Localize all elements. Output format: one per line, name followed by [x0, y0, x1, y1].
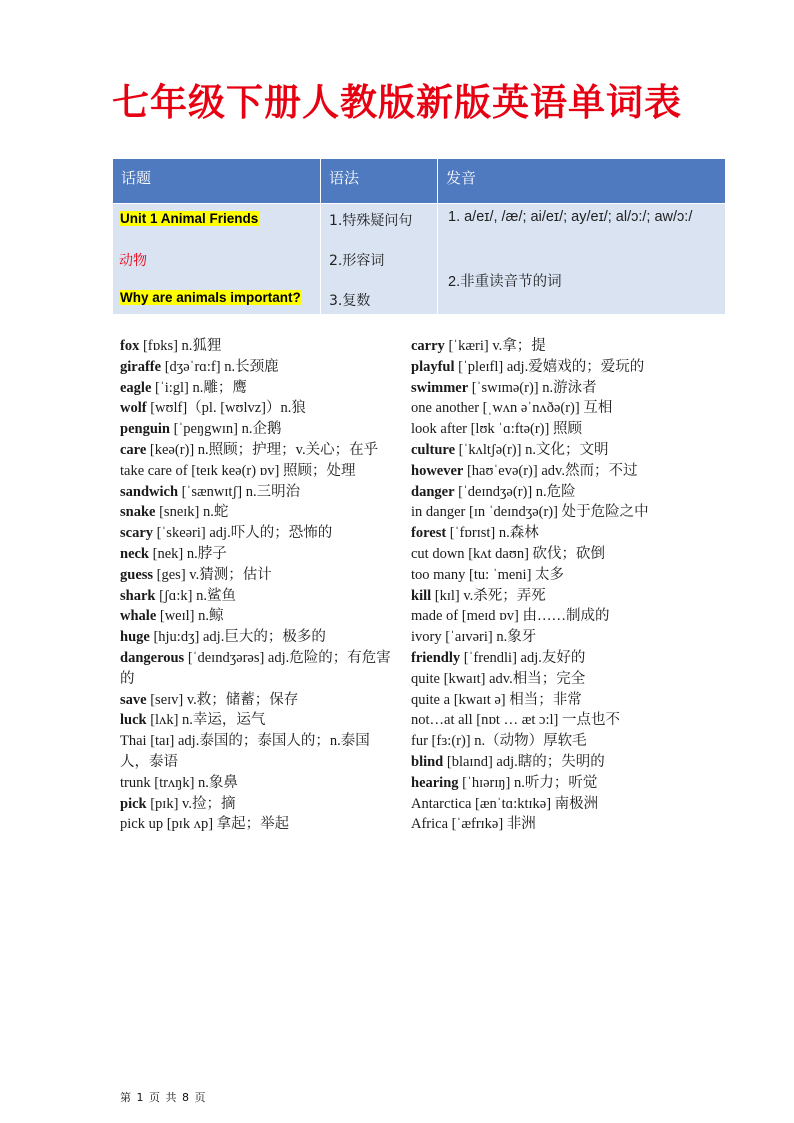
vocab-definition: [ɪn ˈdeɪndʒə(r)] 处于危险之中 [465, 504, 649, 521]
vocab-word: save [120, 691, 147, 708]
vocab-word: pick up [120, 816, 164, 833]
vocab-word: pick [120, 795, 147, 812]
vocab-entry [411, 794, 701, 815]
unit-overview-table [112, 158, 726, 315]
vocab-word: quite a [411, 691, 451, 708]
vocab-word: one another [411, 400, 480, 417]
vocab-entry [120, 440, 395, 461]
vocab-entry [411, 752, 701, 773]
pronunciation-cell [438, 204, 726, 315]
grammar-item: 2.形容词 [329, 253, 385, 269]
vocab-definition: [wʊlf]（pl. [wʊlvz]）n.狼 [146, 400, 306, 417]
vocab-word: sandwich [120, 483, 179, 500]
vocab-definition: [nɒt … æt ɔ:l] 一点也不 [472, 712, 620, 729]
vocab-definition: [ˈhɪərɪŋ] n.听力；听觉 [458, 774, 598, 791]
vocab-definition: [kɪl] v.杀死；弄死 [431, 587, 546, 604]
vocab-definition: [ˈi:gl] n.雕；鹰 [151, 379, 247, 396]
vocab-entry [411, 461, 701, 482]
vocab-entry [120, 419, 395, 440]
vocab-entry [411, 523, 701, 544]
vocab-definition: [ˈaɪvəri] n.象牙 [441, 629, 537, 646]
vocab-definition: [teɪk keə(r) ɒv] 照顾；处理 [187, 462, 356, 479]
vocab-word: guess [120, 566, 154, 583]
vocab-entry [120, 482, 395, 503]
vocab-definition: [lʌk] n.幸运，运气 [146, 712, 266, 729]
header-topic: 话题 [113, 159, 321, 204]
vocab-entry [411, 773, 701, 794]
vocab-entry [411, 627, 701, 648]
vocab-definition: [ænˈtɑ:ktɪkə] 南极洲 [471, 795, 599, 812]
vocab-entry [120, 814, 395, 835]
vocab-entry [120, 502, 395, 523]
vocab-word: Antarctica [411, 795, 472, 812]
vocab-word: eagle [120, 379, 152, 396]
vocab-entry [120, 606, 395, 627]
vocab-word: whale [120, 608, 157, 625]
topic-chinese: 动物 [119, 253, 147, 269]
vocab-entry [120, 336, 395, 357]
header-pronunciation: 发音 [438, 159, 726, 204]
vocab-word: take care of [120, 462, 188, 479]
vocab-entry [411, 606, 701, 627]
vocab-entry [411, 419, 701, 440]
vocab-word: playful [411, 358, 455, 375]
table-header-row [113, 159, 726, 204]
vocab-definition: [tu: ˈmeni] 太多 [465, 566, 565, 583]
vocab-word: culture [411, 441, 456, 458]
vocab-definition: [ˈsænwɪtʃ] n.三明治 [178, 483, 301, 500]
vocab-definition: [kʌt daʊn] 砍伐；砍倒 [464, 545, 606, 562]
vocab-entry [120, 378, 395, 399]
grammar-item: 3.复数 [329, 293, 371, 309]
vocab-definition: [blaɪnd] adj.瞎的；失明的 [443, 753, 605, 770]
vocab-entry [411, 648, 701, 669]
vocab-word: ivory [411, 629, 442, 646]
vocab-word: shark [120, 587, 156, 604]
page-title: 七年级下册人教版新版英语单词表 [112, 81, 682, 124]
vocab-word: Africa [411, 816, 449, 833]
vocab-entry [120, 565, 395, 586]
vocab-entry [120, 731, 395, 773]
vocab-entry [120, 544, 395, 565]
vocab-entry [120, 794, 395, 815]
vocab-entry [411, 378, 701, 399]
vocab-word: huge [120, 629, 150, 646]
vocab-word: luck [120, 712, 147, 729]
vocab-word: snake [120, 504, 156, 521]
vocab-word: however [411, 462, 464, 479]
vocab-definition: [kwaɪt ə] 相当；非常 [450, 691, 582, 708]
vocab-definition: [lʊk ˈɑ:ftə(r)] 照顾 [466, 421, 582, 438]
table-body-row [113, 204, 726, 315]
vocab-word: forest [411, 525, 447, 542]
vocab-definition: [nek] n.脖子 [149, 545, 227, 562]
vocab-definition: [kwaɪt] adv.相当；完全 [440, 670, 586, 687]
vocab-definition: [seɪv] v.救；储蓄；保存 [146, 691, 299, 708]
vocab-word: wolf [120, 400, 147, 417]
vocab-definition: [ʃɑ:k] n.鲨鱼 [155, 587, 236, 604]
vocab-definition: [ˈfrendli] adj.友好的 [460, 649, 586, 666]
vocab-word: hearing [411, 774, 459, 791]
vocab-word: in danger [411, 504, 466, 521]
vocab-word: neck [120, 545, 149, 562]
vocab-entry [411, 544, 701, 565]
vocab-entry [411, 690, 701, 711]
vocab-entry [120, 710, 395, 731]
vocab-definition: [keə(r)] n.照顾；护理；v.关心；在乎 [146, 441, 379, 458]
topic-cell [113, 204, 321, 315]
unit-question: Why are animals important? [120, 290, 301, 305]
vocab-definition: [taɪ] adj.泰国的；泰国人的；n.泰国人，泰语 [120, 733, 370, 770]
vocab-word: not…at all [411, 712, 473, 729]
vocab-entry [120, 586, 395, 607]
vocab-entry [120, 357, 395, 378]
vocab-word: look after [411, 421, 467, 438]
page-footer: 第 1 页 共 8 页 [120, 1091, 207, 1104]
vocab-definition: [ˈdeɪndʒərəs] adj.危险的；有危害的 [120, 649, 391, 687]
vocab-entry [120, 773, 395, 794]
vocab-word: Thai [120, 733, 147, 750]
vocab-word: fox [120, 338, 140, 354]
vocab-entry [120, 648, 395, 690]
vocab-definition: [ˌwʌn əˈnʌðə(r)] 互相 [479, 400, 613, 417]
vocab-word: cut down [411, 545, 465, 562]
vocab-word: dangerous [120, 649, 185, 666]
vocab-word: fur [411, 733, 428, 750]
vocab-entry [411, 731, 701, 752]
vocab-entry [411, 814, 701, 835]
header-grammar: 语法 [321, 159, 438, 204]
vocab-definition: [hju:dʒ] adj.巨大的；极多的 [149, 629, 326, 646]
word-list-left [120, 336, 395, 835]
unit-title: Unit 1 Animal Friends [120, 211, 259, 226]
vocab-definition: [ˈswɪmə(r)] n.游泳者 [468, 379, 597, 396]
pronunciation-item: 2.非重读音节的词 [448, 274, 562, 290]
vocab-definition: [ˈæfrɪkə] 非洲 [448, 816, 536, 833]
vocab-definition: [ˈdeɪndʒə(r)] n.危险 [454, 483, 576, 500]
vocab-word: blind [411, 753, 444, 770]
vocab-word: too many [411, 566, 466, 583]
vocab-word: carry [411, 338, 445, 354]
vocab-definition: [ˈskeəri] adj.吓人的；恐怖的 [153, 525, 333, 542]
vocab-entry [120, 523, 395, 544]
vocab-definition: [trʌŋk] n.象鼻 [150, 774, 238, 791]
vocab-entry [411, 336, 701, 357]
vocab-entry [120, 461, 395, 482]
vocab-word: made of [411, 608, 459, 625]
vocab-word: friendly [411, 649, 461, 666]
vocab-word: penguin [120, 421, 170, 438]
vocab-definition: [meɪd ɒv] 由……制成的 [458, 608, 610, 625]
vocab-definition: [fɒks] n.狐狸 [139, 338, 222, 354]
vocab-entry [411, 586, 701, 607]
vocab-entry [411, 502, 701, 523]
vocab-entry [411, 398, 701, 419]
vocab-word: swimmer [411, 379, 469, 396]
vocab-entry [411, 710, 701, 731]
vocab-entry [411, 669, 701, 690]
vocab-word: scary [120, 525, 154, 542]
vocab-word: trunk [120, 774, 151, 791]
grammar-item: 1.特殊疑问句 [329, 213, 413, 229]
vocab-word: care [120, 441, 147, 458]
vocab-word: quite [411, 670, 440, 687]
vocab-entry [120, 690, 395, 711]
vocab-definition: [ˈpleɪfl] adj.爱嬉戏的；爱玩的 [454, 358, 645, 375]
vocab-definition: [fɜ:(r)] n.（动物）厚软毛 [427, 733, 587, 750]
vocab-definition: [haʊˈevə(r)] adv.然而；不过 [463, 462, 638, 479]
vocab-definition: [dʒəˈrɑ:f] n.长颈鹿 [161, 358, 279, 375]
vocab-definition: [ˈkæri] v.拿；提 [444, 338, 546, 354]
word-list-right [411, 336, 701, 835]
vocab-definition: [weɪl] n.鲸 [156, 608, 224, 625]
vocab-entry [411, 357, 701, 378]
vocab-entry [411, 440, 701, 461]
vocab-word: danger [411, 483, 455, 500]
vocab-entry [411, 565, 701, 586]
vocab-entry [411, 482, 701, 503]
vocab-definition: [sneɪk] n.蛇 [155, 504, 229, 521]
vocab-definition: [ges] v.猜测；估计 [153, 566, 272, 583]
vocab-definition: [ˈkʌltʃə(r)] n.文化；文明 [455, 441, 609, 458]
vocab-definition: [pɪk ʌp] 拿起；举起 [163, 816, 290, 833]
vocab-definition: [ˈfɒrɪst] n.森林 [446, 525, 539, 542]
vocab-definition: [ˈpeŋgwɪn] n.企鹅 [169, 421, 282, 438]
vocab-definition: [pɪk] v.捡；摘 [146, 795, 236, 812]
grammar-cell [321, 204, 438, 315]
vocab-entry [120, 627, 395, 648]
vocab-word: giraffe [120, 358, 162, 375]
vocab-word: kill [411, 587, 432, 604]
vocab-entry [120, 398, 395, 419]
pronunciation-item: 1. a/eɪ/, /æ/; ai/eɪ/; ay/eɪ/; al/ɔ:/; aw/ɔ:/ [448, 209, 693, 225]
